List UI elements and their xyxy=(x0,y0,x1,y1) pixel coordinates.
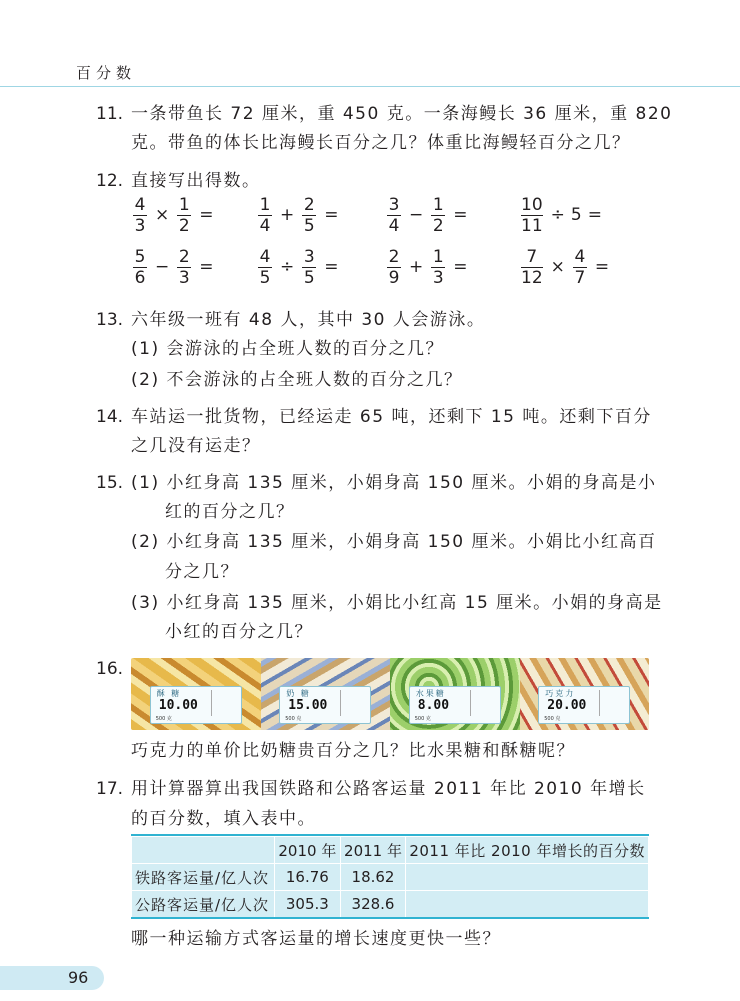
problem-12-number: 12. xyxy=(96,171,124,191)
header-divider xyxy=(0,86,740,87)
table-header-cell: 2011 年 xyxy=(340,837,406,864)
expression: $\frac{4}{3}$ × $\frac{1}{2}$ = xyxy=(134,194,214,236)
fraction: $\frac{7}{12}$ xyxy=(521,246,543,288)
candy-crisp-sugar-image xyxy=(131,658,261,730)
problem-14-line-2: 之几没有运走？ xyxy=(131,436,261,456)
problem-15-sub-3-line-1: (3) 小红身高 135 厘米，小娟比小红高 15 厘米。小娟的身高是 xyxy=(131,593,663,613)
table-cell: 305.3 xyxy=(275,891,341,918)
problem-17-number: 17. xyxy=(96,779,124,799)
problem-14-line-1: 车站运一批货物，已经运走 65 吨，还剩下 15 吨。还剩下百分 xyxy=(131,407,652,427)
price-tag: 奶 糖 15.00 500 克 xyxy=(279,686,371,724)
fraction: $\frac{1}{4}$ xyxy=(259,194,271,236)
problem-15-sub-1-line-2: 红的百分之几？ xyxy=(165,502,295,522)
expression: $\frac{2}{9}$ + $\frac{1}{3}$ = xyxy=(388,246,468,288)
problem-16-number: 16. xyxy=(96,659,124,679)
expression: $\frac{1}{4}$ + $\frac{2}{5}$ = xyxy=(259,194,339,236)
page-number-tab xyxy=(0,966,104,990)
problem-13-sub-1: (1) 会游泳的占全班人数的百分之几？ xyxy=(131,339,444,359)
problem-13-text: 六年级一班有 48 人，其中 30 人会游泳。 xyxy=(131,310,486,330)
fraction: $\frac{1}{3}$ xyxy=(432,246,444,288)
fraction: $\frac{2}{3}$ xyxy=(178,246,190,288)
price-tag: 巧克力 20.00 500 克 xyxy=(538,686,630,724)
problem-14-number: 14. xyxy=(96,407,124,427)
expression: $\frac{5}{6}$ − $\frac{2}{3}$ = xyxy=(134,246,214,288)
problem-15-number: 15. xyxy=(96,473,124,493)
problem-11-line-2: 克。带鱼的体长比海鳗长百分之几？体重比海鳗轻百分之几？ xyxy=(131,133,631,153)
candy-fruit-drops-image xyxy=(390,658,520,730)
table-header-cell: 2010 年 xyxy=(275,837,341,864)
expression: $\frac{10}{11}$ ÷ 5 = xyxy=(521,194,602,236)
fraction: $\frac{2}{5}$ xyxy=(303,194,315,236)
fraction: $\frac{1}{2}$ xyxy=(178,194,190,236)
candy-milk-toffee-image xyxy=(261,658,391,730)
table-header-cell: 2011 年比 2010 年增长的百分数 xyxy=(406,837,649,864)
answer-cell xyxy=(406,864,649,891)
problem-15-sub-1-line-1: (1) 小红身高 135 厘米，小娟身高 150 厘米。小娟的身高是小 xyxy=(131,473,657,493)
price-tag: 水果糖 8.00 500 克 xyxy=(409,686,501,724)
running-header: 百分数 xyxy=(76,64,137,82)
fraction: $\frac{3}{5}$ xyxy=(303,246,315,288)
problem-13-number: 13. xyxy=(96,310,124,330)
table-cell: 16.76 xyxy=(275,864,341,891)
problem-11-line-1: 一条带鱼长 72 厘米，重 450 克。一条海鳗长 36 厘米，重 820 xyxy=(131,104,673,124)
problem-17-question: 哪一种运输方式客运量的增长速度更快一些？ xyxy=(131,929,501,949)
problem-11-number: 11. xyxy=(96,104,124,124)
table-cell: 公路客运量/亿人次 xyxy=(132,891,275,918)
fraction: $\frac{1}{2}$ xyxy=(432,194,444,236)
problem-17-line-2: 的百分数，填入表中。 xyxy=(131,809,316,829)
problem-15-sub-2-line-1: (2) 小红身高 135 厘米，小娟身高 150 厘米。小娟比小红高百 xyxy=(131,532,657,552)
fraction: $\frac{5}{6}$ xyxy=(134,246,146,288)
table-cell: 328.6 xyxy=(340,891,406,918)
table-row xyxy=(132,864,649,891)
table-cell: 铁路客运量/亿人次 xyxy=(132,864,275,891)
price-tag: 酥 糖 10.00 500 克 xyxy=(150,686,242,724)
expression: $\frac{4}{5}$ ÷ $\frac{3}{5}$ = xyxy=(259,246,339,288)
table-row xyxy=(132,891,649,918)
fraction: $\frac{10}{11}$ xyxy=(521,194,543,236)
table-cell: 18.62 xyxy=(340,864,406,891)
fraction: $\frac{4}{5}$ xyxy=(259,246,271,288)
problem-15-sub-3-line-2: 小红的百分之几？ xyxy=(165,622,313,642)
fraction: $\frac{2}{9}$ xyxy=(388,246,400,288)
passenger-volume-table xyxy=(131,836,649,918)
table-header-cell xyxy=(132,837,275,864)
page-number: 96 xyxy=(68,968,89,987)
table-bottom-rule xyxy=(131,917,649,919)
problem-12-text: 直接写出得数。 xyxy=(131,171,261,191)
problem-16-question: 巧克力的单价比奶糖贵百分之几？比水果糖和酥糖呢？ xyxy=(131,741,575,761)
fraction: $\frac{4}{7}$ xyxy=(574,246,586,288)
answer-cell xyxy=(406,891,649,918)
candy-photo-strip xyxy=(131,658,649,730)
table-header-row xyxy=(132,837,649,864)
fraction: $\frac{4}{3}$ xyxy=(134,194,146,236)
fraction: $\frac{3}{4}$ xyxy=(388,194,400,236)
expression: $\frac{7}{12}$ × $\frac{4}{7}$ = xyxy=(521,246,610,288)
candy-chocolate-image xyxy=(520,658,650,730)
problem-17-line-1: 用计算器算出我国铁路和公路客运量 2011 年比 2010 年增长 xyxy=(131,779,646,799)
problem-13-sub-2: (2) 不会游泳的占全班人数的百分之几？ xyxy=(131,370,463,390)
expression: $\frac{3}{4}$ − $\frac{1}{2}$ = xyxy=(388,194,468,236)
problem-15-sub-2-line-2: 分之几？ xyxy=(165,562,239,582)
